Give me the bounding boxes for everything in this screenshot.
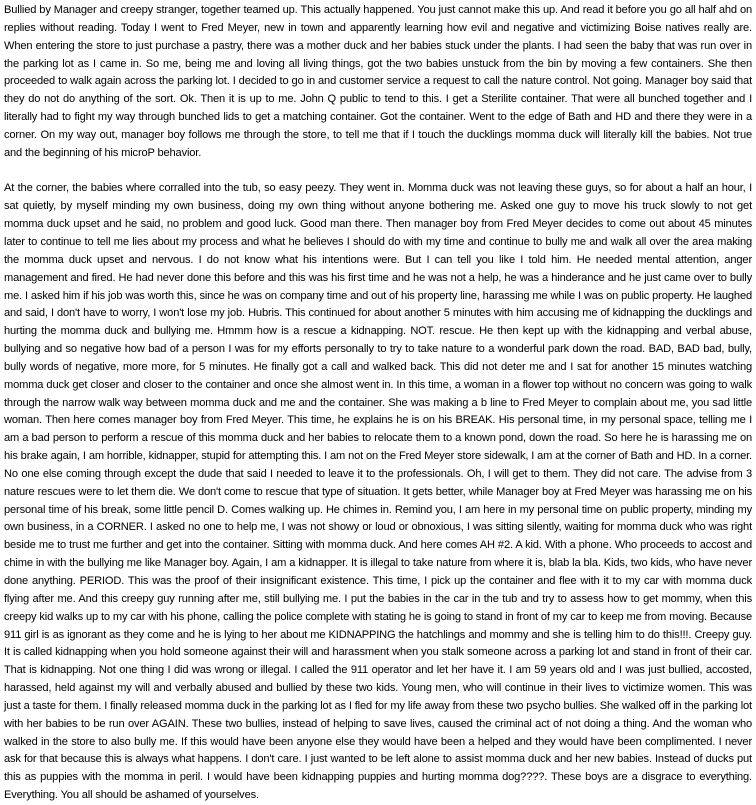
paragraph-1: Bullied by Manager and creepy stranger, together teamed up. This actually happened. You just cannot make this up. And read it before you go all half ahd on replies without reading. Today I went to Fred Meyer, new in town and apparently learning how evil and negative and victimizing Boise natives really are. When entering the store to just purchase a pastry, there was a mother duck and her babies stuck under the plants. I had seen the baby that was run over in the parking lot as I came in. So me, being me and loving all living things, got the two babies unstuck from the bin by moving a few containers. She then proceeded to walk again across the parking lot. I decided to go in and customer service a request to call the nature control. Not going. Manager boy said that they do not do anything of the sort. Ok. Then it is up to me. John Q public to tend to this. I get a Sterilite container. That were all bunched together and I literally had to fight my way through bunched lids to get a matching container. Got the container. Went to the edge of Bath and HD and there they were in a corner. On my way out, manager boy follows me through the store, to tell me that if I touch the ducklings momma duck will literally kill the babies. Not true and the beginning of his microP behavior. xyxy=(4,4,752,159)
paragraph-spacer xyxy=(4,163,752,181)
paragraph-2: At the corner, the babies where corralled into the tub, so easy peezy. They went in. Momma duck was not leaving these guys, so for about a half an hour, I sat quietly, by myself minding my own business, doing my own thing without anyone bothering me. Asked one guy to move his truck slowly to not get momma duck upset and he said, no problem and good luck. Good man there. Then manager boy from Fred Meyer decides to come out about 45 minutes later to continue to tell me lies about my process and what he believes I should do with my time and continue to bully me and walk all over the area making the momma duck upset and nervous. I do not know what his intentions were. But I can tell you like I told him. He needed mental attention, anger management and fired. He had never done this before and this was his first time and he was not a help, he was a hinderance and he just came over to bully me. I asked him if his job was worth this, since he was on company time and out of his property line, harassing me while I was on public property. He laughed and said, I don't have to worry, I won't lose my job. Hubris. This continued for about another 5 minutes with him accusing me of kidnapping the ducklings and hurting the momma duck and bullying me. Hmmm how is a rescue a kidnapping. NOT. rescue. He then kept up with the kidnapping and verbal abuse, bullying and so negative how bad of a person I was for my efforts personally to try to take nature to a wonderful park down the road. BAD, BAD bad, bully, bully words of negative, more more, for 5 minutes. He finally got a call and walked back. This did not deter me and I sat for another 15 minutes watching momma duck get closer and closer to the container and once she almost went in. In this time, a woman in a flower top without no concern was going to walk through the narrow walk way between momma duck and me and the container. She was making a b line to Fred Meyer to complain about me, you sad little woman. Then here comes manager boy from Fred Meyer. This time, he explains he is on his BREAK. His personal time, in my personal space, telling me I am a bad person to perform a rescue of this momma duck and her babies to relocate them to a known pond, down the road. So here he is harassing me on his brake again, I am horrible, kidnapper, stupid for attempting this. I am not on the Fred Meyer store sidewalk, I am at the corner of Bath and HD. In a corner. No one else coming through except the dude that said I needed to leave it to the professionals. Oh, I will get to them. They did not care. The advise from 3 nature rescues were to let them die. We don't come to rescue that type of situation. It gets better, while Manager boy at Fred Meyer was harassing me on his personal time of his break, some little pencil D. Comes walking up. He chimes in. Remind you, I am here in my personal time on public property, minding my own business, in a CORNER. I asked no one to help me, I was not showy or loud or obnoxious, I was sitting silently, waiting for momma duck who was right beside me to trust me further and get into the container. Sitting with momma duck. And here comes AH #2. A kid. With a phone. Who proceeds to accost and chime in with the bullying me like Manager boy. Again, I am a kidnapper. It is illegal to take nature from where it is, blab la bla. Kids, two kids, who have never done anything. PERIOD. This was the proof of their insignificant existence. This time, I pick up the container and flee with it to my car with momma duck flying after me. And this creepy guy running after me, still bullying me. I put the babies in the car in the tub and try to assess how to get mommy, when this creepy kid walks up to my car with his phone, calling the police complete with stating he is going to stand in front of my car to keep me from moving. Because 911 girl is as ignorant as they come and he is lying to her about me KIDNAPPING the hatchlings and mommy and she is telling him to do this!!!. Creepy guy. It is called kidnapping when you hold someone against their will and harassment when you stalk someone across a parking lot and stand in front of their car. That is kidnapping. Not one thing I did was wrong or illegal. I called the 911 operator and let her have it. I am 59 years old and I was just bullied, accosted, harassed, held against my will and verbally abused and bullied by these two kids. Young men, who will continue in their lives to victimize women. This was just a taste for them. I finally released momma duck in the parking lot as I fled for my life away from these two psycho bullies. She walked off in the parking lot with her babies to be run over AGAIN. These two bullies, instead of helping to save lives, caused the criminal act of not doing a thing. And the woman who walked in the store to also bully me. If this would have been anyone else they would have been a helped and they would have been complimented. I never ask for that because this is always what happens. I don't care. I just wanted to be left alone to assist momma duck and her new babies. Instead of ducks put this as puppies with the momma in peril. I would have been kidnapping puppies and hurting momma dog????. These boys are a disgrace to everything. Everything. You all should be ashamed of yourselves. xyxy=(4,182,752,802)
